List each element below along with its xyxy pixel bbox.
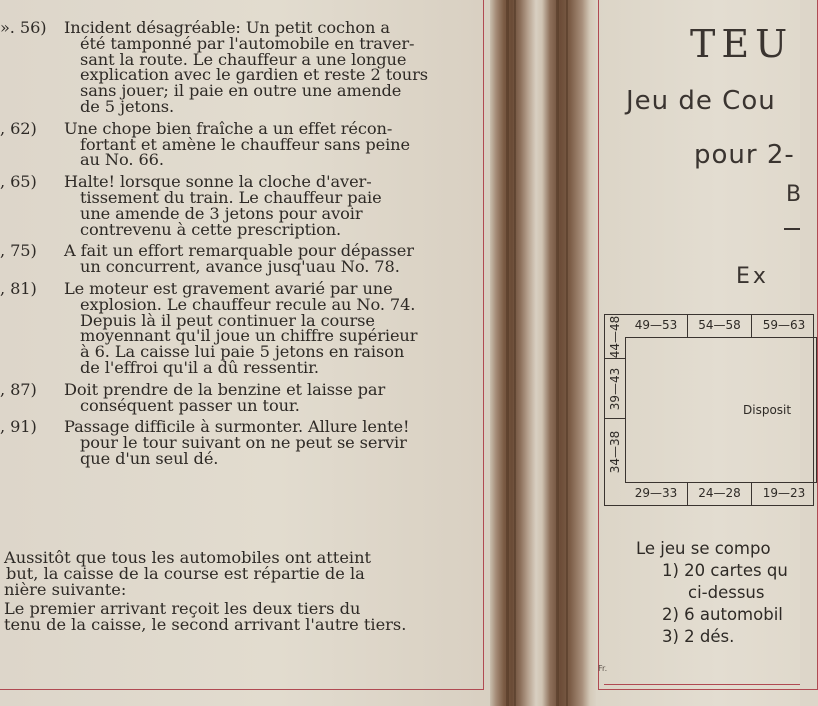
rules-list <box>0 20 480 467</box>
closing-line: but, la caisse de la course est répartie de la <box>6 563 365 583</box>
rule-number: , 81) <box>0 278 37 298</box>
rule-line: contrevenu à cette prescription. <box>80 219 342 239</box>
rule-line: un concurrent, avance jusq'uau No. 78. <box>80 257 400 277</box>
rule-line: Doit prendre de la benzine et laisse par <box>64 379 386 399</box>
rule-line: fortant et amène le chauffeur sans peine <box>80 134 410 154</box>
rule-line: été tamponné par l'automobile en traver- <box>80 33 415 53</box>
fold-streak <box>556 0 559 706</box>
rule-line: explication avec le gardien et reste 2 tours <box>80 65 428 85</box>
rule-line: A fait un effort remarquable pour dépasser <box>64 241 414 261</box>
closing-line: Aussitôt que tous les automobiles ont atteint <box>4 548 372 567</box>
game-board-diagram <box>604 314 814 506</box>
game-subtitle: Jeu de Cou <box>626 86 776 116</box>
rule-87 <box>0 379 480 415</box>
rule-65 <box>0 174 480 237</box>
board-cell-side <box>605 419 625 485</box>
closing-line: tenu de la caisse, le second arrivant l'autre tiers. <box>4 615 407 635</box>
rule-number: , 87) <box>0 379 37 399</box>
fold-streak <box>566 0 568 706</box>
fold-streak <box>506 0 509 706</box>
board-cell-side <box>605 359 625 419</box>
rule-number: , 65) <box>0 172 37 192</box>
truncated-letter: B <box>786 182 802 207</box>
binding-fold <box>490 0 598 706</box>
rule-line: explosion. Le chauffeur recule au No. 74. <box>80 294 416 314</box>
printer-mark: Fr. <box>598 664 608 673</box>
bottom-rule <box>604 684 800 685</box>
rule-line: Incident désagréable: Un petit cochon a <box>64 18 390 37</box>
board-center-label: Disposit <box>743 403 792 417</box>
closing-paragraph <box>4 550 474 633</box>
board-cell-top: 49—53 <box>625 315 688 337</box>
rule-number: , 75) <box>0 241 37 261</box>
board-cell-top: 54—58 <box>688 315 752 337</box>
component-item: 3) 2 dés. <box>662 627 735 646</box>
rule-line: que d'un seul dé. <box>80 448 219 468</box>
rule-91 <box>0 419 480 466</box>
rule-line: au No. 66. <box>80 150 164 170</box>
game-title: TEU <box>690 22 794 66</box>
example-heading: Ex <box>736 264 769 289</box>
rule-line: Passage difficile à surmonter. Allure lente! <box>64 417 410 437</box>
rule-62 <box>0 118 480 170</box>
closing-line: Le premier arrivant reçoit les deux tiers du <box>4 599 361 619</box>
rule-number: , 91) <box>0 417 37 437</box>
rule-line: Depuis là il peut continuer la course <box>80 310 375 330</box>
rule-line: de 5 jetons. <box>80 96 175 116</box>
component-item: 2) 6 automobil <box>662 605 783 624</box>
board-cell-bottom: 24—28 <box>688 483 752 505</box>
rule-line: sant la route. Le chauffeur a une longue <box>80 49 407 69</box>
rule-line: une amende de 3 jetons pour avoir <box>80 203 363 223</box>
component-item: 1) 20 cartes qu <box>662 561 788 580</box>
rule-line: sans jouer; il paie en outre une amende <box>80 81 402 101</box>
board-cell-side <box>605 315 625 359</box>
rule-line: tissement du train. Le chauffeur paie <box>80 187 382 207</box>
board-cell-side-label: 34—38 <box>608 430 622 474</box>
rule-number: ». 56) <box>0 18 47 37</box>
board-cell-bottom: 29—33 <box>625 483 688 505</box>
rule-line: Halte! lorsque sonne la cloche d'aver- <box>64 172 372 192</box>
board-cell-bottom: 19—23 <box>762 486 806 500</box>
rule-number: , 62) <box>0 118 37 138</box>
rule-56 <box>0 20 480 115</box>
component-item: ci-dessus <box>688 583 765 602</box>
rule-line: pour le tour suivant on ne peut se servir <box>80 433 407 453</box>
rule-line: à 6. La caisse lui paie 5 jetons en raison <box>80 342 405 362</box>
closing-line: nière suivante: <box>4 579 127 599</box>
rule-line: conséquent passer un tour. <box>80 395 300 415</box>
components-heading: Le jeu se compo <box>636 539 771 558</box>
rule-75 <box>0 243 480 275</box>
board-cell-side-label: 39—43 <box>608 367 622 410</box>
rule-line: de l'effroi qu'il a dû ressentir. <box>80 357 319 377</box>
rule-81 <box>0 278 480 377</box>
divider-dash <box>784 228 800 230</box>
rule-line: Une chope bien fraîche a un effet récon- <box>64 118 393 138</box>
board-cell-side-label: 44—48 <box>608 315 622 358</box>
fold-streak <box>514 0 516 706</box>
rule-line: moyennant qu'il joue un chiffre supérieur <box>80 326 418 346</box>
components-list <box>636 538 788 648</box>
rule-line: Le moteur est gravement avarié par une <box>64 278 393 298</box>
board-cell-top: 59—63 <box>762 318 806 332</box>
player-count: pour 2- <box>694 140 795 170</box>
